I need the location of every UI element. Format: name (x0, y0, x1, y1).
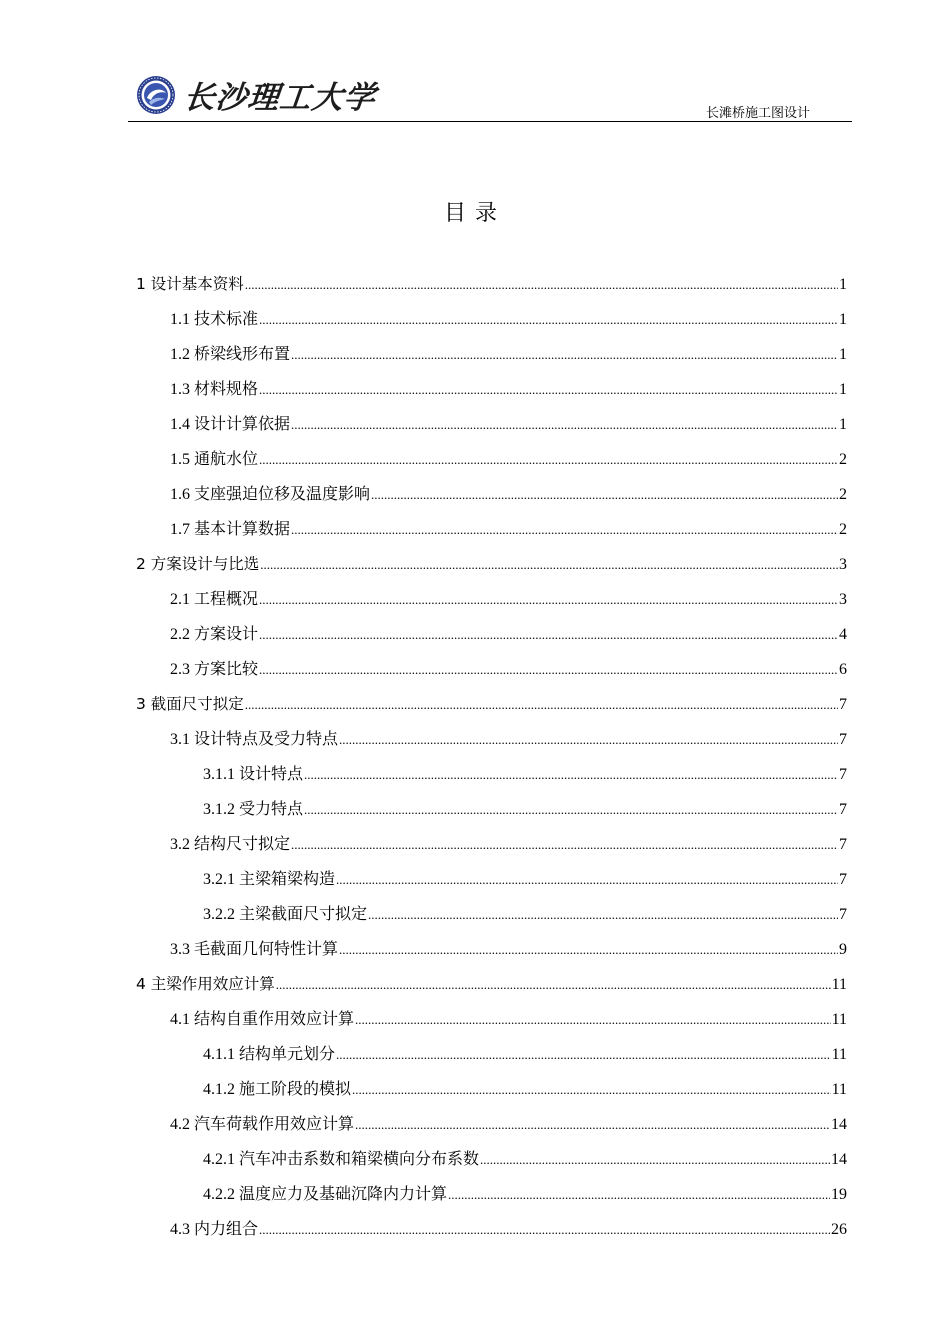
toc-dot-leader (291, 512, 838, 547)
toc-dot-leader (352, 1072, 831, 1107)
toc-entry-label: 1.6 支座强迫位移及温度影响 (170, 486, 371, 503)
toc-entry[interactable] (136, 617, 847, 652)
toc-dot-leader (291, 827, 838, 862)
toc-entry[interactable] (136, 1002, 847, 1037)
toc-dot-leader (276, 967, 831, 1002)
toc-dot-leader (259, 617, 838, 652)
toc-entry[interactable] (136, 547, 847, 582)
toc-entry[interactable] (136, 687, 847, 722)
toc-dot-leader (336, 1037, 831, 1072)
toc-entry-label: 4.3 内力组合 (170, 1221, 259, 1238)
toc-entry[interactable] (136, 512, 847, 547)
toc-entry-page: 3 (839, 591, 847, 608)
toc-entry-label: 2 方案设计与比选 (136, 555, 260, 573)
toc-entry[interactable] (136, 442, 847, 477)
toc-dot-leader (355, 1107, 830, 1142)
toc-entry-page: 7 (839, 766, 847, 783)
table-of-contents (136, 267, 847, 1247)
toc-entry[interactable] (136, 337, 847, 372)
toc-entry-page: 1 (839, 416, 847, 433)
toc-entry-page: 2 (839, 521, 847, 538)
toc-entry-page: 6 (839, 661, 847, 678)
toc-entry[interactable] (136, 932, 847, 967)
toc-entry-page: 14 (831, 1151, 847, 1168)
toc-entry-page: 1 (839, 276, 847, 293)
toc-entry-label: 4.1.2 施工阶段的模拟 (203, 1081, 352, 1098)
university-logo (136, 72, 376, 117)
toc-entry[interactable] (136, 407, 847, 442)
header-document-title: 长滩桥施工图设计 (705, 106, 810, 121)
toc-dot-leader (291, 407, 838, 442)
toc-entry-page: 7 (839, 696, 847, 713)
toc-entry-page: 4 (839, 626, 847, 643)
toc-entry-label: 2.1 工程概况 (170, 591, 259, 608)
toc-entry-page: 7 (839, 906, 847, 923)
toc-entry[interactable] (136, 1212, 847, 1247)
toc-entry-label: 4.2.2 温度应力及基础沉降内力计算 (203, 1186, 448, 1203)
toc-entry-label: 1.1 技术标准 (170, 311, 259, 328)
toc-entry[interactable] (136, 757, 847, 792)
toc-entry-label: 3.2 结构尺寸拟定 (170, 836, 291, 853)
toc-entry-page: 1 (839, 346, 847, 363)
toc-dot-leader (371, 477, 838, 512)
toc-entry-page: 19 (831, 1186, 847, 1203)
toc-entry-page: 7 (839, 871, 847, 888)
toc-entry-page: 1 (839, 381, 847, 398)
toc-entry[interactable] (136, 1142, 847, 1177)
toc-entry-label: 1.2 桥梁线形布置 (170, 346, 291, 363)
toc-dot-leader (304, 792, 838, 827)
header-rule (128, 121, 852, 122)
toc-entry-page: 11 (831, 1046, 847, 1063)
toc-entry-page: 1 (839, 311, 847, 328)
toc-entry-page: 26 (831, 1221, 847, 1238)
toc-entry[interactable] (136, 1107, 847, 1142)
toc-entry[interactable] (136, 862, 847, 897)
toc-entry-label: 4 主梁作用效应计算 (136, 975, 275, 993)
toc-dot-leader (245, 687, 838, 722)
toc-entry-label: 3.3 毛截面几何特性计算 (170, 941, 339, 958)
toc-dot-leader (304, 757, 838, 792)
toc-entry-label: 2.2 方案设计 (170, 626, 259, 643)
toc-entry-page: 2 (839, 486, 847, 503)
toc-dot-leader (259, 582, 838, 617)
toc-entry-label: 4.1.1 结构单元划分 (203, 1046, 336, 1063)
toc-entry[interactable] (136, 827, 847, 862)
toc-entry-label: 1.4 设计计算依据 (170, 416, 291, 433)
toc-dot-leader (339, 722, 838, 757)
toc-entry-label: 3.1.2 受力特点 (203, 801, 304, 818)
toc-entry-page: 11 (831, 1011, 847, 1028)
toc-entry-label: 4.2 汽车荷载作用效应计算 (170, 1116, 355, 1133)
university-name: 长沙理工大学 (181, 80, 378, 116)
toc-entry[interactable] (136, 967, 847, 1002)
university-seal-icon (136, 75, 176, 115)
toc-entry-page: 7 (839, 801, 847, 818)
toc-entry-page: 2 (839, 451, 847, 468)
toc-entry[interactable] (136, 1037, 847, 1072)
toc-entry-label: 3.1.1 设计特点 (203, 766, 304, 783)
toc-dot-leader (259, 302, 838, 337)
toc-entry-label: 1.3 材料规格 (170, 381, 259, 398)
toc-entry[interactable] (136, 1177, 847, 1212)
toc-entry[interactable] (136, 267, 847, 302)
toc-entry[interactable] (136, 652, 847, 687)
toc-dot-leader (336, 862, 838, 897)
toc-entry-page: 7 (839, 731, 847, 748)
toc-entry-label: 3 截面尺寸拟定 (136, 695, 244, 713)
toc-entry[interactable] (136, 582, 847, 617)
toc-entry-label: 1.5 通航水位 (170, 451, 259, 468)
toc-entry-label: 4.1 结构自重作用效应计算 (170, 1011, 355, 1028)
toc-entry[interactable] (136, 897, 847, 932)
toc-entry-label: 3.1 设计特点及受力特点 (170, 731, 339, 748)
toc-entry-label: 4.2.1 汽车冲击系数和箱梁横向分布系数 (203, 1151, 480, 1168)
toc-entry[interactable] (136, 722, 847, 757)
toc-dot-leader (259, 442, 838, 477)
toc-dot-leader (448, 1177, 830, 1212)
toc-dot-leader (339, 932, 838, 967)
toc-entry[interactable] (136, 302, 847, 337)
toc-entry-page: 3 (839, 556, 847, 573)
toc-entry-page: 14 (831, 1116, 847, 1133)
toc-entry-label: 1.7 基本计算数据 (170, 521, 291, 538)
toc-dot-leader (260, 547, 838, 582)
toc-entry-page: 7 (839, 836, 847, 853)
toc-dot-leader (245, 267, 838, 302)
toc-title: 目录 (443, 201, 506, 226)
toc-entry[interactable] (136, 792, 847, 827)
page-header (128, 68, 852, 122)
toc-entry-page: 11 (831, 976, 847, 993)
toc-entry[interactable] (136, 372, 847, 407)
toc-entry-label: 1 设计基本资料 (136, 275, 244, 293)
toc-entry-page: 11 (831, 1081, 847, 1098)
toc-dot-leader (259, 652, 838, 687)
toc-dot-leader (480, 1142, 830, 1177)
toc-dot-leader (368, 897, 838, 932)
toc-dot-leader (259, 1212, 830, 1247)
toc-entry-label: 3.2.2 主梁截面尺寸拟定 (203, 906, 368, 923)
toc-entry-label: 3.2.1 主梁箱梁构造 (203, 871, 336, 888)
toc-dot-leader (355, 1002, 831, 1037)
toc-dot-leader (291, 337, 838, 372)
toc-entry[interactable] (136, 477, 847, 512)
toc-dot-leader (259, 372, 838, 407)
toc-entry[interactable] (136, 1072, 847, 1107)
toc-entry-page: 9 (839, 941, 847, 958)
toc-entry-label: 2.3 方案比较 (170, 661, 259, 678)
